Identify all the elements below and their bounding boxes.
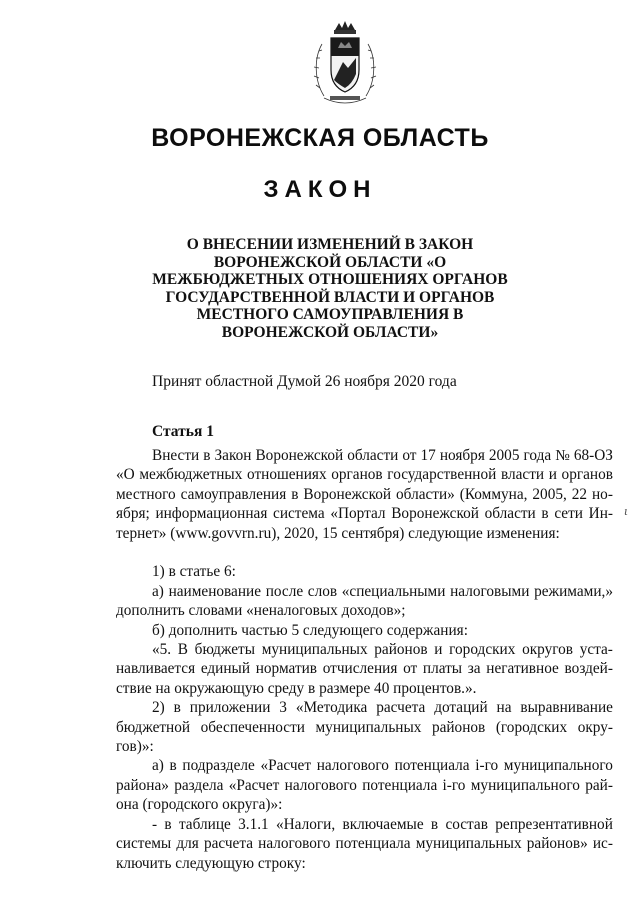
body-line: бюджетной обеспеченности муниципальных районов (городских окру- bbox=[116, 718, 613, 736]
body-line: Внести в Закон Воронежской области от 17 ноября 2005 года № 68-ОЗ bbox=[152, 447, 613, 464]
body-line: местного самоуправления в Воронежской области» (Коммуна, 2005, 22 но- bbox=[116, 485, 613, 503]
document-type: ЗАКОН bbox=[263, 176, 377, 203]
body-line: «О межбюджетных отношениях органов государственной власти и органов bbox=[116, 466, 613, 484]
body-line: тернет» (www.govvrn.ru), 2020, 15 сентября) следующие изменения: bbox=[116, 524, 560, 542]
law-title-line: ГОСУДАРСТВЕННОЙ ВЛАСТИ И ОРГАНОВ bbox=[165, 288, 495, 306]
body-line: дополнить словами «неналоговых доходов»; bbox=[116, 602, 406, 620]
article-body bbox=[116, 446, 613, 873]
law-title-line: МЕСТНОГО САМОУПРАВЛЕНИЯ В bbox=[196, 306, 464, 323]
body-line: а) в подразделе «Расчет налогового потенциала i-го муниципального bbox=[152, 757, 613, 775]
adoption-note: Принят областной Думой 26 ноября 2020 года bbox=[152, 373, 457, 390]
paragraph-gap bbox=[116, 543, 613, 562]
law-title-line: ВОРОНЕЖСКОЙ ОБЛАСТИ» bbox=[221, 323, 439, 341]
law-title-line: МЕЖБЮДЖЕТНЫХ ОТНОШЕНИЯХ ОРГАНОВ bbox=[152, 271, 508, 288]
body-line: - в таблице 3.1.1 «Налоги, включаемые в состав репрезентативной bbox=[152, 815, 613, 833]
body-line: «5. В бюджеты муниципальных районов и городских округов уста- bbox=[152, 641, 613, 659]
coat-of-arms-icon bbox=[310, 18, 380, 110]
body-line: а) наименование после слов «специальными налоговыми режимами,» bbox=[152, 582, 613, 600]
body-line: она (городского округа)»: bbox=[116, 796, 283, 814]
body-line: 2) в приложении 3 «Методика расчета дотаций на выравнивание bbox=[152, 699, 613, 717]
law-title-line: О ВНЕСЕНИИ ИЗМЕНЕНИЙ В ЗАКОН bbox=[186, 236, 474, 253]
body-line: 1) в статье 6: bbox=[152, 563, 236, 581]
body-line: гов)»: bbox=[116, 738, 154, 756]
body-line: ключить следующую строку: bbox=[116, 854, 306, 872]
law-title bbox=[150, 236, 510, 341]
margin-mark: ι bbox=[624, 503, 628, 518]
law-title-line: ВОРОНЕЖСКОЙ ОБЛАСТИ «О bbox=[213, 253, 447, 271]
body-line: ября; информационная система «Портал Воронежской области в сети Ин- bbox=[116, 505, 613, 523]
body-line: навливается единый норматив отчисления от платы за негативное воздей- bbox=[116, 660, 613, 678]
body-line: ствие на окружающую среду в размере 40 процентов.». bbox=[116, 679, 477, 697]
article-heading: Статья 1 bbox=[152, 423, 214, 440]
body-line: б) дополнить частью 5 следующего содержания: bbox=[152, 621, 468, 639]
body-line: системы для расчета налогового потенциала муниципальных районов» ис- bbox=[116, 835, 613, 853]
body-line: района» раздела «Расчет налогового потенциала i-го муниципального рай- bbox=[116, 776, 613, 794]
region-name: ВОРОНЕЖСКАЯ ОБЛАСТЬ bbox=[151, 124, 489, 152]
